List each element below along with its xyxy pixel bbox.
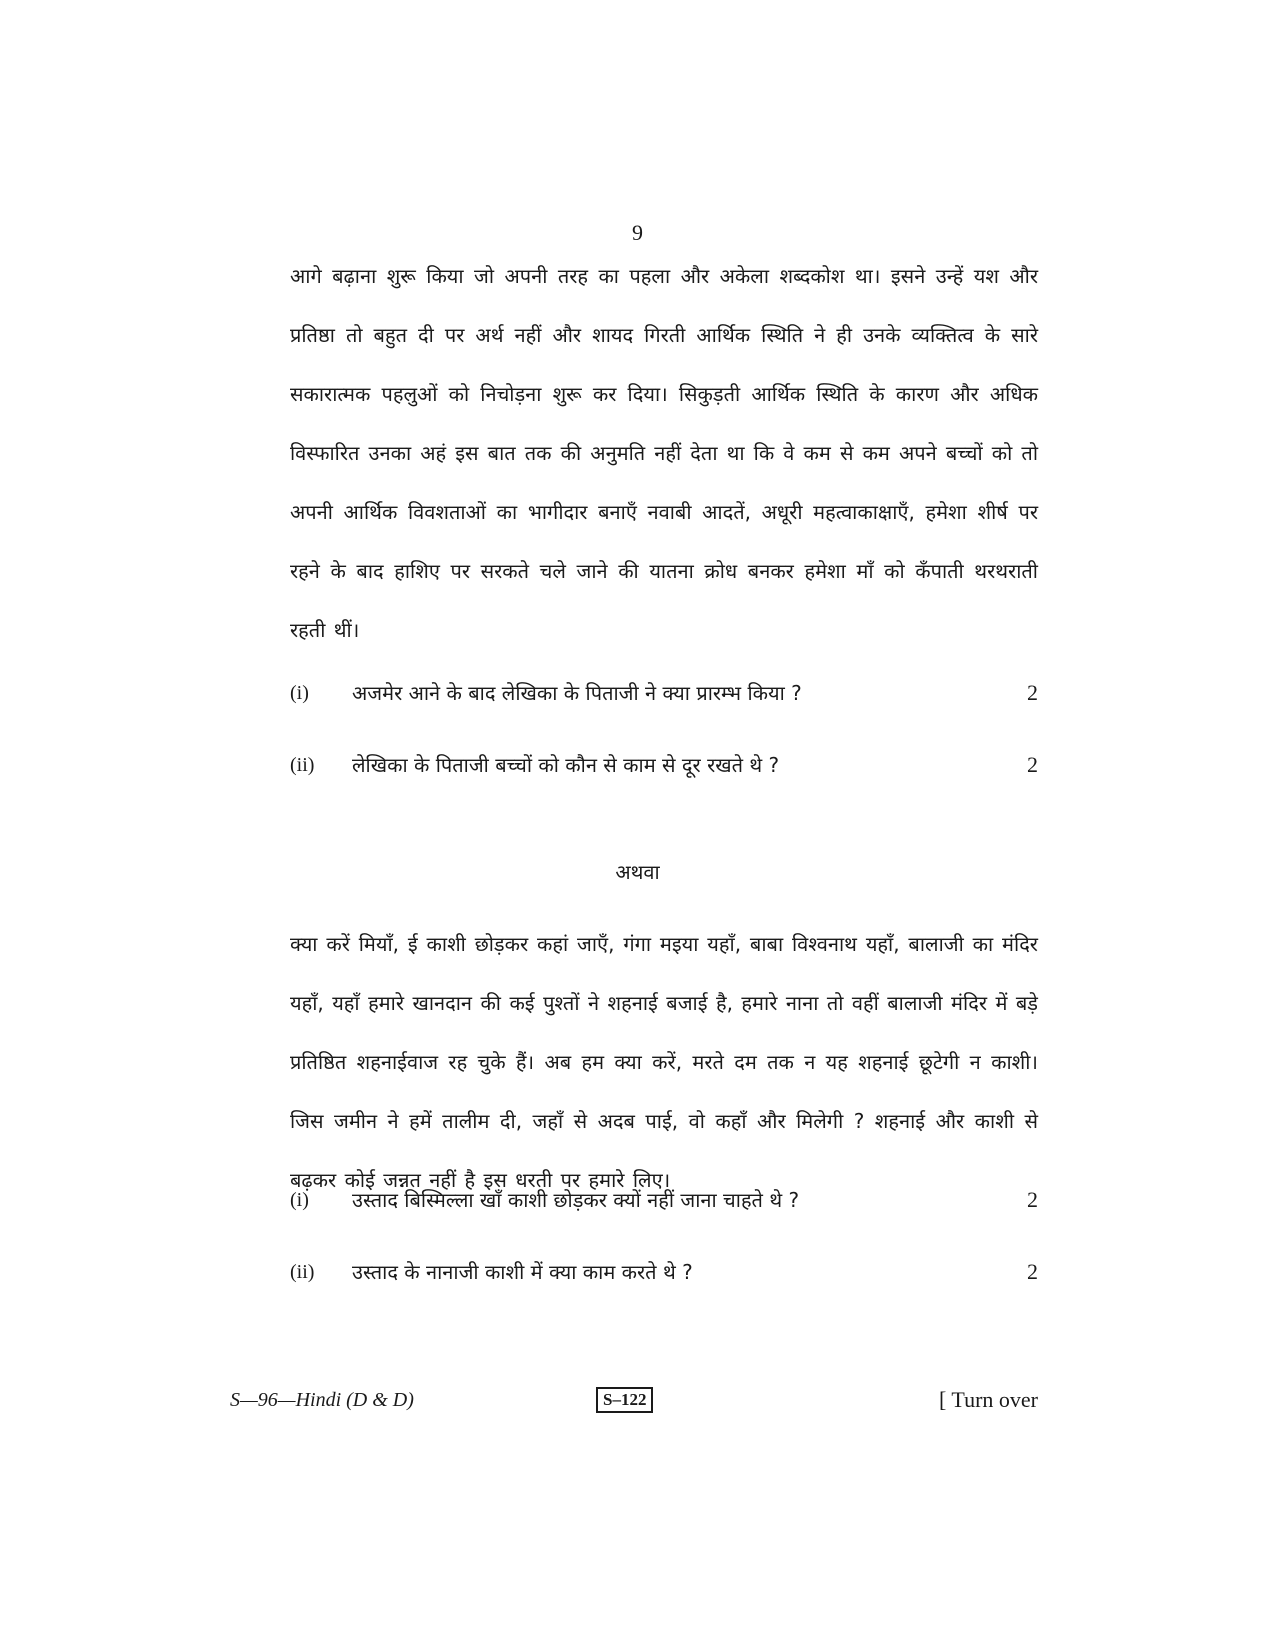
question-item <box>290 1185 1038 1215</box>
question-number: (ii) <box>290 754 315 776</box>
question-text: उस्ताद बिस्मिल्ला खाँ काशी छोड़कर क्यों नहीं जाना चाहते थे ? <box>352 1188 800 1212</box>
question-text: उस्ताद के नानाजी काशी में क्या काम करते थे ? <box>352 1260 693 1284</box>
question-number: (i) <box>290 1189 309 1211</box>
question-marks: 2 <box>1027 1259 1038 1284</box>
turn-over-note: [ Turn over <box>938 1387 1038 1412</box>
question-number: (ii) <box>290 1261 315 1283</box>
question-text: अजमेर आने के बाद लेखिका के पिताजी ने क्या प्रारम्भ किया ? <box>352 681 802 705</box>
question-item <box>290 1257 1038 1287</box>
passage-text: आगे बढ़ाना शुरू किया जो अपनी तरह का पहला और अकेला शब्दकोश था। इसने उन्हें यश और प्रतिष्ठा तो बहुत दी पर अर्थ नहीं और शायद गिरती आर्थिक स्थिति ने ही उनके व्यक्तित्व के सारे सकारात्मक पहलुओं को निचोड़ना शुरू कर दिया। सिकुड़ती आर्थिक स्थिति के कारण और अधिक विस्फारित उनका अहं इस बात तक की अनुमति नहीं देता था कि वे कम से कम अपने बच्चों को तो अपनी आर्थिक विवशताओं का भागीदार बनाएँ नवाबी आदतें, अधूरी महत्वाकाक्षाएँ, हमेशा शीर्ष पर रहने के बाद हाशिए पर सरकते चले जाने की यातना क्रोध बनकर हमेशा माँ को कँपाती थरथराती रहती थीं। <box>290 264 1038 642</box>
page-number: 9 <box>632 220 643 245</box>
or-divider: अथवा <box>615 860 660 884</box>
paper-code: S—96—Hindi (D & D) <box>230 1389 414 1411</box>
question-marks: 2 <box>1027 752 1038 777</box>
passage-text: क्या करें मियाँ, ई काशी छोड़कर कहां जाएँ, गंगा मइया यहाँ, बाबा विश्वनाथ यहाँ, बालाजी का मंदिर यहाँ, यहाँ हमारे खानदान की कई पुश्तों ने शहनाई बजाई है, हमारे नाना तो वहीं बालाजी मंदिर में बड़े प्रतिष्ठित शहनाईवाज रह चुके हैं। अब हम क्या करें, मरते दम तक न यह शहनाई छूटेगी न काशी। जिस जमीन ने हमें तालीम दी, जहाँ से अदब पाई, वो कहाँ और मिलेगी ? शहनाई और काशी से बढ़कर कोई जन्नत नहीं है इस धरती पर हमारे लिए। <box>290 932 1038 1192</box>
question-marks: 2 <box>1027 1187 1038 1212</box>
series-code-box: S–122 <box>596 1387 653 1413</box>
question-marks: 2 <box>1027 680 1038 705</box>
question-item <box>290 678 1038 708</box>
question-text: लेखिका के पिताजी बच्चों को कौन से काम से दूर रखते थे ? <box>352 753 780 777</box>
question-item <box>290 750 1038 780</box>
question-number: (i) <box>290 682 309 704</box>
